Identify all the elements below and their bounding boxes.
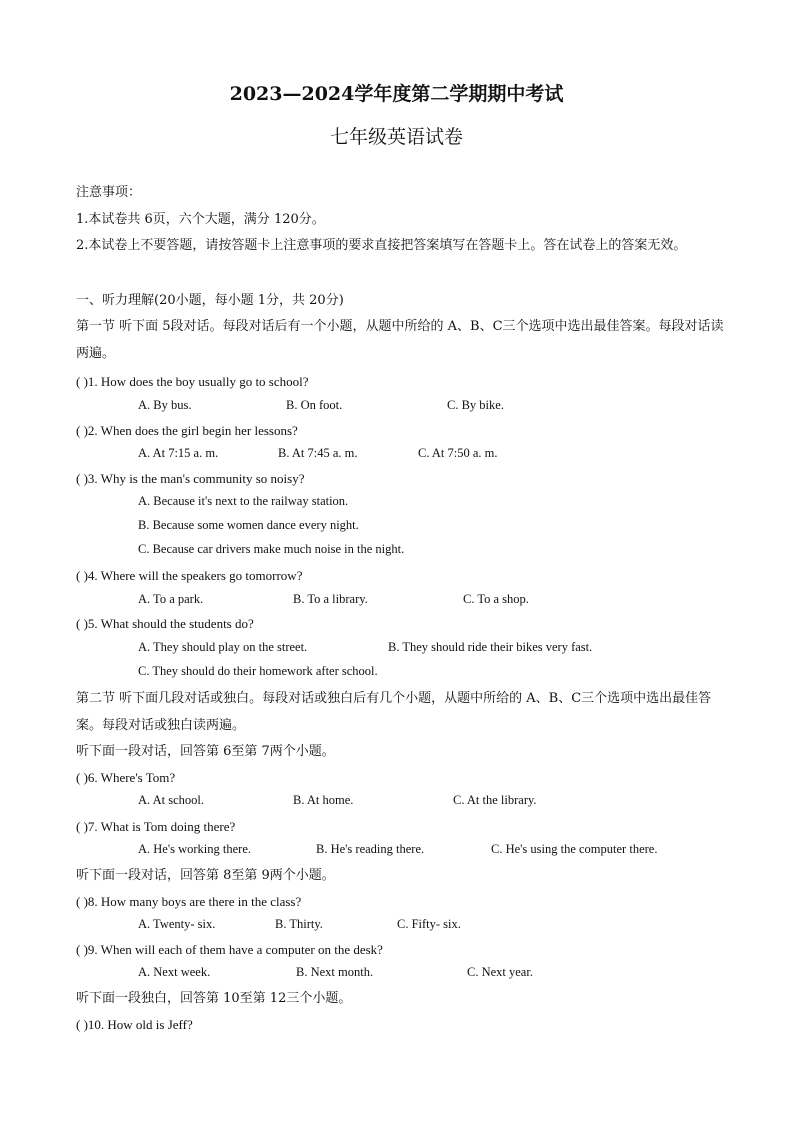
q3-option-a: A. Because it's next to the railway station. <box>138 494 349 508</box>
question-4: ( )4. Where will the speakers go tomorrow? <box>76 568 303 583</box>
q6-option-c: C. At the library. <box>453 793 537 807</box>
part2-instructions: 第二节 听下面几段对话或独白。每段对话或独白后有几个小题，从题中所给的 A、B、C三个选项中选出最佳答案。每段对话或独白读两遍。 <box>76 691 712 733</box>
q7-option-a: A. He's working there. <box>138 842 251 856</box>
q9-option-c: C. Next year. <box>467 965 533 979</box>
question-10: ( )10. How old is Jeff? <box>76 1017 193 1032</box>
q7-option-c: C. He's using the computer there. <box>491 842 658 856</box>
question-3: ( )3. Why is the man's community so noisy? <box>76 471 305 486</box>
q6-option-b: B. At home. <box>293 793 354 807</box>
q4-option-b: B. To a library. <box>293 592 368 606</box>
q2-option-c: C. At 7:50 a. m. <box>418 446 498 460</box>
q2-option-b: B. At 7:45 a. m. <box>278 446 358 460</box>
question-2: ( )2. When does the girl begin her lessons? <box>76 423 298 438</box>
question-1: ( )1. How does the boy usually go to school? <box>76 374 309 389</box>
q9-option-b: B. Next month. <box>296 965 374 979</box>
q8-option-a: A. Twenty- six. <box>138 917 216 931</box>
listen-8-9: 听下面一段对话，回答第 8至第 9两个小题。 <box>76 868 335 883</box>
question-8: ( )8. How many boys are there in the class? <box>76 894 302 909</box>
listen-6-7: 听下面一段对话，回答第 6至第 7两个小题。 <box>76 744 335 759</box>
part1-instructions: 第一节 听下面 5段对话。每段对话后有一个小题，从题中所给的 A、B、C三个选项中选出最佳答案。每段对话读两遍。 <box>76 319 724 361</box>
q9-option-a: A. Next week. <box>138 965 211 979</box>
q2-option-a: A. At 7:15 a. m. <box>138 446 219 460</box>
question-7: ( )7. What is Tom doing there? <box>76 819 236 834</box>
q5-option-b: B. They should ride their bikes very fast. <box>388 640 593 654</box>
section-heading: 一、听力理解(20小题，每小题 1分，共 20分) <box>76 293 344 308</box>
q7-option-b: B. He's reading there. <box>316 842 425 856</box>
notes-item-2: 2.本试卷上不要答题，请按答题卡上注意事项的要求直接把答案填写在答题卡上。答在试卷上的答案无效。 <box>76 238 687 253</box>
exam-title: 2023—2024学年度第二学期期中考试 <box>229 83 564 105</box>
q4-option-a: A. To a park. <box>138 592 204 606</box>
notes-item-1: 1.本试卷共 6页，六个大题，满分 120分。 <box>76 212 325 227</box>
exam-subtitle: 七年级英语试卷 <box>329 126 463 148</box>
question-9: ( )9. When will each of them have a computer on the desk? <box>76 942 383 957</box>
q1-option-c: C. By bike. <box>447 398 504 412</box>
question-5: ( )5. What should the students do? <box>76 616 254 631</box>
notes-heading: 注意事项： <box>76 185 142 200</box>
q6-option-a: A. At school. <box>138 793 204 807</box>
question-6: ( )6. Where's Tom? <box>76 770 176 785</box>
q1-option-a: A. By bus. <box>138 398 192 412</box>
q4-option-c: C. To a shop. <box>463 592 529 606</box>
q3-option-b: B. Because some women dance every night. <box>138 518 359 532</box>
q3-option-c: C. Because car drivers make much noise in the night. <box>138 542 405 556</box>
q8-option-b: B. Thirty. <box>275 917 323 931</box>
q8-option-c: C. Fifty- six. <box>397 917 461 931</box>
q5-option-c: C. They should do their homework after school. <box>138 664 378 678</box>
q5-option-a: A. They should play on the street. <box>138 640 308 654</box>
listen-10-12: 听下面一段独白，回答第 10至第 12三个小题。 <box>76 991 352 1006</box>
q1-option-b: B. On foot. <box>286 398 343 412</box>
